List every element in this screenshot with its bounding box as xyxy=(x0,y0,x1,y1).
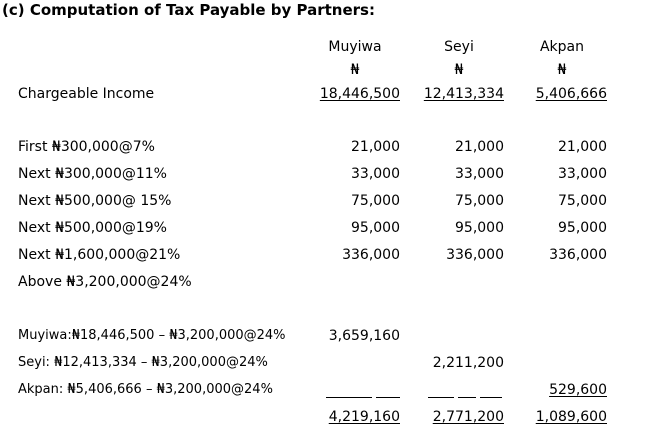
band-value-muyiwa: 336,000 xyxy=(342,247,400,263)
band-value-seyi: 33,000 xyxy=(455,166,504,182)
band-label: First ₦300,000@7% xyxy=(18,139,155,155)
excess-label-akpan: Akpan: ₦5,406,666 – ₦3,200,000@24% xyxy=(18,382,273,397)
subtotal-rule xyxy=(428,397,454,398)
chargeable-income-muyiwa: 18,446,500 xyxy=(319,86,400,102)
total-akpan: 1,089,600 xyxy=(535,409,607,425)
chargeable-income-akpan: 5,406,666 xyxy=(535,86,607,102)
band-value-akpan: 21,000 xyxy=(558,139,607,155)
band-label: Next ₦500,000@19% xyxy=(18,220,167,236)
total-seyi: 2,771,200 xyxy=(432,409,504,425)
excess-value-akpan: 529,600 xyxy=(549,382,607,398)
band-value-muyiwa: 33,000 xyxy=(351,166,400,182)
band-value-muyiwa: 75,000 xyxy=(351,193,400,209)
band-value-seyi: 75,000 xyxy=(455,193,504,209)
subtotal-rule xyxy=(376,397,400,398)
band-label: Next ₦300,000@11% xyxy=(18,166,167,182)
currency-symbol-muyiwa: ₦ xyxy=(350,62,360,78)
chargeable-income-label: Chargeable Income xyxy=(18,86,155,102)
total-muyiwa: 4,219,160 xyxy=(328,409,400,425)
subtotal-rule xyxy=(458,397,476,398)
currency-symbol-akpan: ₦ xyxy=(557,62,567,78)
chargeable-income-seyi: 12,413,334 xyxy=(423,86,504,102)
column-header-akpan: Akpan xyxy=(539,39,585,55)
band-value-seyi: 21,000 xyxy=(455,139,504,155)
band-value-akpan: 336,000 xyxy=(549,247,607,263)
band-value-seyi: 95,000 xyxy=(455,220,504,236)
band-value-akpan: 33,000 xyxy=(558,166,607,182)
excess-label-seyi: Seyi: ₦12,413,334 – ₦3,200,000@24% xyxy=(18,355,268,370)
band-label: Above ₦3,200,000@24% xyxy=(18,274,192,290)
excess-value-muyiwa: 3,659,160 xyxy=(328,328,400,344)
band-value-akpan: 95,000 xyxy=(558,220,607,236)
column-header-seyi: Seyi xyxy=(444,39,474,55)
band-value-muyiwa: 21,000 xyxy=(351,139,400,155)
band-value-akpan: 75,000 xyxy=(558,193,607,209)
excess-label-muyiwa: Muyiwa:₦18,446,500 – ₦3,200,000@24% xyxy=(18,328,286,343)
band-label: Next ₦1,600,000@21% xyxy=(18,247,181,263)
band-label: Next ₦500,000@ 15% xyxy=(18,193,172,209)
subtotal-rule xyxy=(480,397,502,398)
subtotal-rule xyxy=(326,397,372,398)
band-value-muyiwa: 95,000 xyxy=(351,220,400,236)
page-title: (c) Computation of Tax Payable by Partners: xyxy=(2,1,375,19)
band-value-seyi: 336,000 xyxy=(446,247,504,263)
currency-symbol-seyi: ₦ xyxy=(454,62,464,78)
column-header-muyiwa: Muyiwa xyxy=(328,39,382,55)
excess-value-seyi: 2,211,200 xyxy=(432,355,504,371)
